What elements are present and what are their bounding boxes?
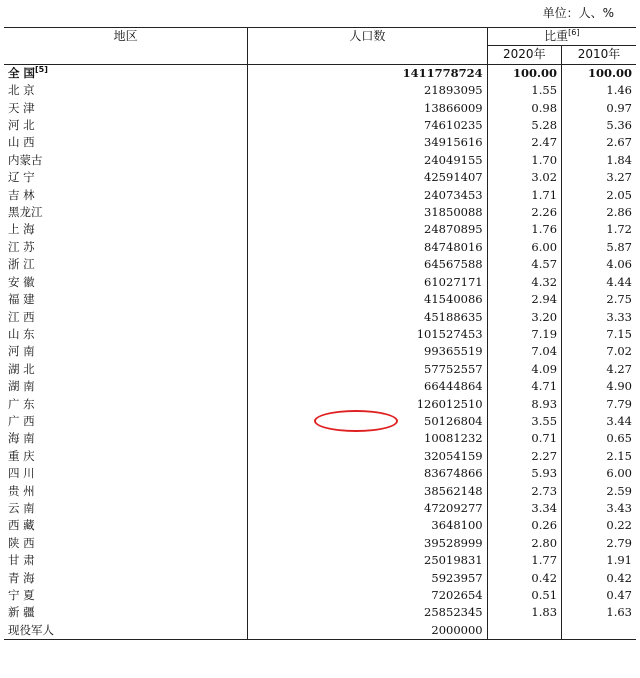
row-population: 42591407	[248, 169, 487, 186]
row-share-2010: 7.15	[606, 326, 632, 341]
row-share-2010: 3.43	[606, 500, 632, 515]
row-share-2010: 6.00	[606, 466, 632, 481]
row-share-2020: 2.80	[487, 535, 561, 552]
row-share-2010: 1.72	[606, 222, 632, 237]
total-region-label: 全 国	[8, 65, 36, 80]
row-share-2010: 0.47	[606, 588, 632, 602]
row-share-2020: 1.76	[487, 221, 561, 238]
table-row	[4, 152, 636, 169]
total-note: [5]	[35, 64, 48, 74]
row-share-2010: 3.33	[606, 309, 632, 324]
row-region: 湖 南	[4, 378, 248, 395]
table-row	[4, 604, 636, 621]
table-row	[4, 256, 636, 273]
table-row	[4, 343, 636, 360]
row-share-2010: 0.22	[606, 518, 632, 533]
row-share-2010: 1.46	[606, 83, 632, 98]
row-population: 25019831	[248, 552, 487, 569]
row-population: 7202654	[248, 587, 487, 604]
row-population: 101527453	[248, 326, 487, 343]
row-population: 83674866	[248, 465, 487, 482]
row-region: 广 西	[4, 413, 248, 430]
row-share-2020: 0.51	[487, 587, 561, 604]
row-share-2010: 5.87	[606, 239, 632, 254]
row-region: 黑龙江	[4, 204, 248, 221]
row-share-2020: 5.28	[487, 117, 561, 134]
row-region: 四 川	[4, 465, 248, 482]
row-share-2010: 2.86	[606, 205, 632, 220]
row-population: 61027171	[248, 274, 487, 291]
table-row	[4, 448, 636, 465]
row-share-2020: 7.19	[487, 326, 561, 343]
row-population: 47209277	[248, 500, 487, 517]
row-share-2020: 3.34	[487, 500, 561, 517]
row-region: 江 苏	[4, 239, 248, 256]
table-row	[4, 552, 636, 569]
row-share-2020: 3.20	[487, 309, 561, 326]
row-region: 现役军人	[4, 622, 248, 640]
row-region: 广 东	[4, 396, 248, 413]
row-population: 39528999	[248, 535, 487, 552]
table-row	[4, 134, 636, 151]
table-row	[4, 378, 636, 395]
row-share-2010: 4.90	[606, 379, 632, 394]
row-share-2020: 4.57	[487, 256, 561, 273]
table-row	[4, 361, 636, 378]
row-region: 西 藏	[4, 517, 248, 534]
row-region: 贵 州	[4, 483, 248, 500]
row-population: 99365519	[248, 343, 487, 360]
total-population: 1411778724	[248, 64, 487, 82]
row-share-2010: 0.65	[606, 431, 632, 446]
row-population: 24073453	[248, 187, 487, 204]
table-row	[4, 187, 636, 204]
row-region: 河 南	[4, 343, 248, 360]
header-share	[487, 28, 636, 46]
row-region: 天 津	[4, 100, 248, 117]
table-row	[4, 82, 636, 99]
row-population: 21893095	[248, 82, 487, 99]
row-share-2020: 4.09	[487, 361, 561, 378]
row-share-2010: 4.06	[606, 257, 632, 272]
header-year-2010: 2010年	[562, 46, 636, 64]
row-share-2010: 2.15	[606, 448, 632, 463]
unit-label: 单位：人、%	[542, 6, 614, 20]
row-share-2020: 7.04	[487, 343, 561, 360]
row-region: 浙 江	[4, 256, 248, 273]
table-row	[4, 117, 636, 134]
row-population: 31850088	[248, 204, 487, 221]
row-share-2020: 2.94	[487, 291, 561, 308]
row-population: 64567588	[248, 256, 487, 273]
row-population: 5923957	[248, 570, 487, 587]
row-region: 北 京	[4, 82, 248, 99]
row-region: 吉 林	[4, 187, 248, 204]
table-row	[4, 622, 636, 640]
row-share-2010: 2.79	[606, 535, 632, 550]
total-share-2010: 100.00	[562, 64, 636, 82]
row-share-2010: 2.67	[606, 135, 632, 150]
table-row	[4, 169, 636, 186]
table-row	[4, 100, 636, 117]
row-share-2010: 1.84	[606, 152, 632, 167]
table-row	[4, 483, 636, 500]
row-share-2010: 7.79	[606, 396, 632, 411]
row-population: 2000000	[248, 622, 487, 640]
row-share-2010: 1.91	[606, 553, 632, 568]
table-row	[4, 274, 636, 291]
row-region: 辽 宁	[4, 169, 248, 186]
row-region: 内蒙古	[4, 152, 248, 169]
total-share-2020: 100.00	[487, 64, 561, 82]
header-share-label: 比重	[544, 29, 569, 43]
row-population: 32054159	[248, 448, 487, 465]
table-row	[4, 221, 636, 238]
row-region: 河 北	[4, 117, 248, 134]
highlight-ellipse	[314, 410, 398, 432]
row-share-2020: 6.00	[487, 239, 561, 256]
table-row	[4, 204, 636, 221]
row-region: 宁 夏	[4, 587, 248, 604]
row-population: 38562148	[248, 483, 487, 500]
row-population: 84748016	[248, 239, 487, 256]
row-region: 青 海	[4, 570, 248, 587]
table-row	[4, 587, 636, 604]
row-region: 山 西	[4, 134, 248, 151]
row-population: 24049155	[248, 152, 487, 169]
row-share-2010: 2.59	[606, 483, 632, 498]
row-region: 重 庆	[4, 448, 248, 465]
row-region: 陕 西	[4, 535, 248, 552]
row-share-2020: 0.26	[487, 517, 561, 534]
row-share-2020	[487, 622, 561, 640]
row-population: 74610235	[248, 117, 487, 134]
table-row	[4, 396, 636, 413]
row-region: 甘 肃	[4, 552, 248, 569]
table-row	[4, 517, 636, 534]
row-share-2010: 2.75	[606, 292, 632, 307]
header-year-2020: 2020年	[487, 46, 561, 64]
row-region: 山 东	[4, 326, 248, 343]
row-region: 海 南	[4, 430, 248, 447]
row-population: 41540086	[248, 291, 487, 308]
row-share-2020: 1.70	[487, 152, 561, 169]
row-share-2020: 4.71	[487, 378, 561, 395]
row-population: 25852345	[248, 604, 487, 621]
row-share-2020: 2.73	[487, 483, 561, 500]
row-region: 上 海	[4, 221, 248, 238]
row-region: 湖 北	[4, 361, 248, 378]
table-row	[4, 465, 636, 482]
row-population: 3648100	[248, 517, 487, 534]
row-population: 45188635	[248, 309, 487, 326]
total-row	[4, 64, 636, 82]
table-row	[4, 500, 636, 517]
row-population: 50126804	[248, 413, 487, 430]
row-population: 34915616	[248, 134, 487, 151]
table-row	[4, 239, 636, 256]
row-share-2010: 7.02	[606, 344, 632, 359]
row-share-2010: 3.27	[606, 170, 632, 185]
row-population: 66444864	[248, 378, 487, 395]
row-share-2020: 2.26	[487, 204, 561, 221]
row-share-2010: 0.42	[606, 570, 632, 585]
population-table	[4, 27, 636, 640]
row-share-2020: 5.93	[487, 465, 561, 482]
row-share-2020: 1.55	[487, 82, 561, 99]
row-share-2020: 1.83	[487, 604, 561, 621]
row-share-2020: 0.71	[487, 430, 561, 447]
table-row	[4, 326, 636, 343]
table-row	[4, 309, 636, 326]
row-share-2020: 2.27	[487, 448, 561, 465]
row-region: 福 建	[4, 291, 248, 308]
row-population: 126012510	[248, 396, 487, 413]
row-share-2010: 2.05	[606, 187, 632, 202]
row-share-2010: 4.44	[606, 274, 632, 289]
row-population: 13866009	[248, 100, 487, 117]
row-share-2010: 1.63	[606, 605, 632, 620]
row-share-2020: 1.71	[487, 187, 561, 204]
table-row	[4, 291, 636, 308]
row-share-2020: 2.47	[487, 134, 561, 151]
row-region: 安 徽	[4, 274, 248, 291]
row-population: 10081232	[248, 430, 487, 447]
row-share-2020: 3.55	[487, 413, 561, 430]
row-share-2010: 5.36	[606, 118, 632, 133]
row-region: 新 疆	[4, 604, 248, 621]
table-row	[4, 535, 636, 552]
row-share-2020: 3.02	[487, 169, 561, 186]
table-row	[4, 570, 636, 587]
row-share-2020: 0.42	[487, 570, 561, 587]
row-share-2020: 8.93	[487, 396, 561, 413]
header-share-note: [6]	[568, 28, 580, 37]
row-region: 云 南	[4, 500, 248, 517]
row-share-2010: 0.97	[606, 100, 632, 115]
row-share-2010: 4.27	[606, 361, 632, 376]
table-row	[4, 430, 636, 447]
table-body	[4, 64, 636, 639]
row-population: 57752557	[248, 361, 487, 378]
row-population: 24870895	[248, 221, 487, 238]
row-share-2020: 4.32	[487, 274, 561, 291]
header-region: 地区	[4, 28, 248, 65]
row-region: 江 西	[4, 309, 248, 326]
row-share-2020: 1.77	[487, 552, 561, 569]
row-share-2010: 3.44	[606, 413, 632, 428]
total-region	[4, 64, 248, 82]
header-population: 人口数	[248, 28, 487, 65]
row-share-2010	[562, 622, 636, 640]
row-share-2020: 0.98	[487, 100, 561, 117]
